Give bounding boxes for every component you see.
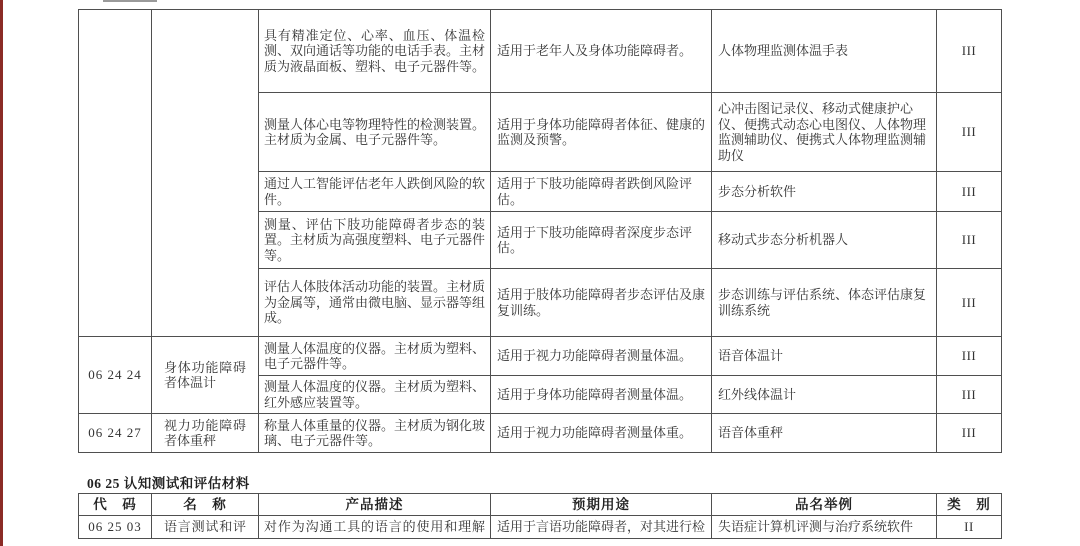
example-cell: 人体物理监测体温手表	[712, 10, 937, 93]
header-class: 类 别	[937, 494, 1002, 516]
section-heading: 06 25 认知测试和评估材料	[87, 476, 250, 491]
use-cell: 适用于下肢功能障碍者跌倒风险评估。	[491, 172, 712, 212]
code-cell: 06 24 24	[79, 337, 152, 414]
use-cell: 适用于言语功能障碍者，对其进行检	[491, 516, 712, 539]
name-cell: 身体功能障碍者体温计	[152, 337, 259, 414]
table-row	[79, 414, 1002, 453]
desc-cell: 通过人工智能评估老年人跌倒风险的软件。	[259, 172, 491, 212]
classification-table-06-24	[78, 9, 1002, 453]
name-cell: 语言测试和评	[152, 516, 259, 539]
desc-cell: 评估人体肢体活动功能的装置。主材质为金属等，通常由微电脑、显示器等组成。	[259, 269, 491, 337]
desc-cell: 测量人体温度的仪器。主材质为塑料、电子元器件等。	[259, 337, 491, 376]
desc-cell: 测量人体心电等物理特性的检测装置。主材质为金属、电子元器件等。	[259, 93, 491, 172]
code-cell: 06 24 27	[79, 414, 152, 453]
left-accent-line	[0, 0, 3, 546]
example-cell: 步态训练与评估系统、体态评估康复训练系统	[712, 269, 937, 337]
example-cell: 移动式步态分析机器人	[712, 212, 937, 269]
example-cell: 语音体温计	[712, 337, 937, 376]
code-cell: 06 25 03	[79, 516, 152, 539]
class-cell: III	[937, 376, 1002, 414]
table-row	[79, 516, 1002, 539]
header-desc: 产品描述	[259, 494, 491, 516]
use-cell: 适用于视力功能障碍者测量体温。	[491, 337, 712, 376]
desc-cell: 测量人体温度的仪器。主材质为塑料、红外感应装置等。	[259, 376, 491, 414]
use-cell: 适用于肢体功能障碍者步态评估及康复训练。	[491, 269, 712, 337]
use-cell: 适用于老年人及身体功能障碍者。	[491, 10, 712, 93]
desc-cell: 测量、评估下肢功能障碍者步态的装置。主材质为高强度塑料、电子元器件等。	[259, 212, 491, 269]
classification-table-06-25	[78, 493, 1002, 539]
use-cell: 适用于下肢功能障碍者深度步态评估。	[491, 212, 712, 269]
name-cell: 视力功能障碍者体重秤	[152, 414, 259, 453]
use-cell: 适用于身体功能障碍者测量体温。	[491, 376, 712, 414]
header-use: 预期用途	[491, 494, 712, 516]
class-cell: III	[937, 337, 1002, 376]
example-cell: 心冲击图记录仪、移动式健康护心仪、便携式动态心电图仪、人体物理监测辅助仪、便携式人体物理监测辅助仪	[712, 93, 937, 172]
header-name: 名 称	[152, 494, 259, 516]
code-cell-empty	[79, 10, 152, 337]
desc-cell: 称量人体重量的仪器。主材质为钢化玻璃、电子元器件等。	[259, 414, 491, 453]
table-row	[79, 10, 1002, 93]
class-cell: III	[937, 172, 1002, 212]
example-cell: 失语症计算机评测与治疗系统软件	[712, 516, 937, 539]
example-cell: 语音体重秤	[712, 414, 937, 453]
class-cell: III	[937, 269, 1002, 337]
class-cell: III	[937, 93, 1002, 172]
use-cell: 适用于身体功能障碍者体征、健康的监测及预警。	[491, 93, 712, 172]
class-cell: III	[937, 414, 1002, 453]
name-cell-empty	[152, 10, 259, 337]
desc-cell: 对作为沟通工具的语言的使用和理解	[259, 516, 491, 539]
header-example: 品名举例	[712, 494, 937, 516]
use-cell: 适用于视力功能障碍者测量体重。	[491, 414, 712, 453]
desc-cell: 具有精准定位、心率、血压、体温检测、双向通话等功能的电话手表。主材质为液晶面板、塑料、电子元器件等。	[259, 10, 491, 93]
example-cell: 步态分析软件	[712, 172, 937, 212]
class-cell: III	[937, 10, 1002, 93]
class-cell: III	[937, 212, 1002, 269]
class-cell: II	[937, 516, 1002, 539]
table-row	[79, 337, 1002, 376]
cropped-text-artifact	[103, 0, 157, 2]
header-code: 代 码	[79, 494, 152, 516]
example-cell: 红外线体温计	[712, 376, 937, 414]
table-header-row	[79, 494, 1002, 516]
